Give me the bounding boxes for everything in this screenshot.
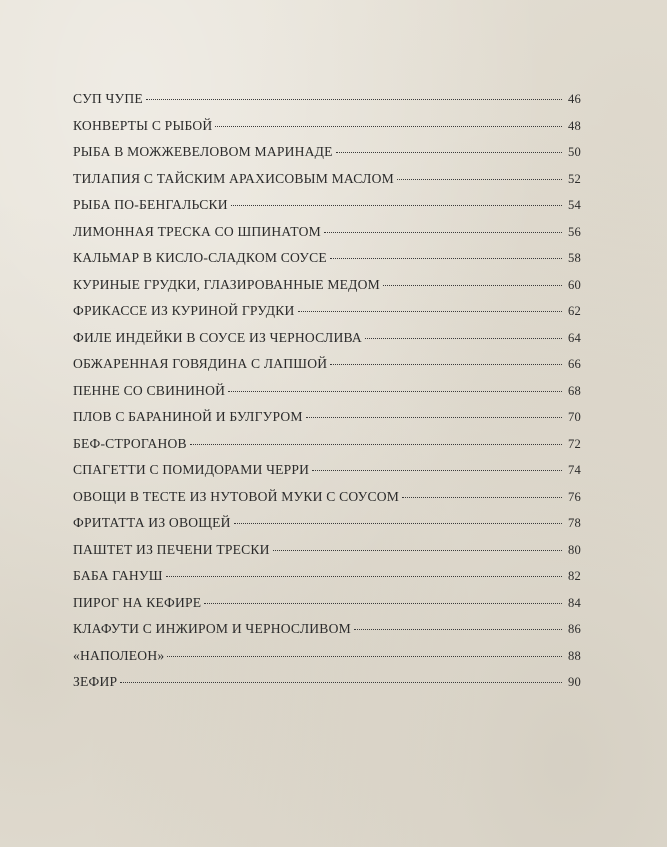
toc-entry[interactable] — [73, 457, 581, 484]
toc-entry[interactable] — [73, 590, 581, 617]
toc-entry-page: 90 — [568, 675, 581, 689]
toc-entry-title: РЫБА В МОЖЖЕВЕЛОВОМ МАРИНАДЕ — [73, 144, 333, 159]
dot-leader — [383, 284, 562, 286]
toc-entry-page: 78 — [568, 516, 581, 530]
toc-entry-title: КУРИНЫЕ ГРУДКИ, ГЛАЗИРОВАННЫЕ МЕДОМ — [73, 276, 380, 292]
dot-leader — [215, 125, 562, 127]
dot-leader — [324, 231, 562, 233]
toc-entry[interactable] — [73, 616, 581, 643]
toc-entry-title: ФИЛЕ ИНДЕЙКИ В СОУСЕ ИЗ ЧЕРНОСЛИВА — [73, 329, 362, 345]
toc-entry[interactable] — [73, 431, 581, 458]
dot-leader — [306, 416, 562, 418]
toc-entry-title: ЛИМОННАЯ ТРЕСКА СО ШПИНАТОМ — [73, 223, 321, 239]
toc-entry[interactable] — [73, 563, 581, 590]
toc-entry-page: 46 — [568, 92, 581, 106]
dot-leader — [120, 681, 562, 683]
toc-entry[interactable] — [73, 298, 581, 325]
dot-leader — [365, 337, 562, 339]
dot-leader — [234, 522, 562, 524]
dot-leader — [298, 310, 562, 312]
toc-entry-page: 64 — [568, 330, 581, 345]
toc-entry-title: СПАГЕТТИ С ПОМИДОРАМИ ЧЕРРИ — [73, 462, 310, 477]
toc-entry[interactable] — [73, 139, 581, 166]
toc-entry-page: 84 — [568, 595, 581, 610]
toc-entry[interactable] — [73, 351, 581, 378]
dot-leader — [397, 178, 562, 180]
toc-entry-page: 50 — [568, 145, 581, 159]
toc-entry-title: ФРИКАССЕ ИЗ КУРИНОЙ ГРУДКИ — [73, 303, 295, 318]
toc-entry-title: ФРИТАТТА ИЗ ОВОЩЕЙ — [73, 515, 231, 530]
toc-entry-title: КЛАФУТИ С ИНЖИРОМ И ЧЕРНОСЛИВОМ — [73, 621, 351, 636]
toc-entry[interactable] — [73, 325, 581, 352]
dot-leader — [204, 602, 562, 604]
dot-leader — [330, 257, 562, 259]
toc-entry-title: ОБЖАРЕННАЯ ГОВЯДИНА С ЛАПШОЙ — [73, 356, 328, 371]
toc-entry-page: 74 — [568, 463, 581, 477]
toc-entry-title: БАБА ГАНУШ — [73, 568, 163, 583]
toc-entry-title: ПЕННЕ СО СВИНИНОЙ — [73, 382, 226, 398]
toc-entry[interactable] — [73, 192, 581, 219]
toc-entry-page: 56 — [568, 224, 581, 239]
toc-entry-page: 66 — [568, 357, 581, 371]
toc-entry[interactable] — [73, 113, 581, 140]
dot-leader — [190, 443, 562, 445]
dot-leader — [312, 469, 562, 471]
toc-entry-title: ПАШТЕТ ИЗ ПЕЧЕНИ ТРЕСКИ — [73, 541, 270, 557]
toc-entry-page: 80 — [568, 542, 581, 557]
dot-leader — [166, 575, 562, 577]
toc-entry[interactable] — [73, 86, 581, 113]
toc-entry-title: БЕФ-СТРОГАНОВ — [73, 435, 187, 451]
dot-leader — [167, 655, 562, 657]
toc-entry-page: 82 — [568, 569, 581, 583]
toc-entry-page: 48 — [568, 118, 581, 133]
dot-leader — [146, 98, 562, 100]
toc-entry[interactable] — [73, 378, 581, 405]
toc-entry[interactable] — [73, 166, 581, 193]
toc-entry-page: 76 — [568, 489, 581, 504]
dot-leader — [228, 390, 562, 392]
dot-leader — [336, 151, 562, 153]
toc-entry-page: 72 — [568, 436, 581, 451]
toc-entry[interactable] — [73, 272, 581, 299]
toc-entry-title: ПИРОГ НА КЕФИРЕ — [73, 594, 202, 610]
toc-entry-title: «НАПОЛЕОН» — [73, 647, 165, 663]
toc-entry-page: 70 — [568, 410, 581, 424]
toc-entry-title: ПЛОВ С БАРАНИНОЙ И БУЛГУРОМ — [73, 409, 303, 424]
toc-entry-title: КАЛЬМАР В КИСЛО-СЛАДКОМ СОУСЕ — [73, 250, 327, 265]
toc-entry-page: 62 — [568, 304, 581, 318]
toc-entry[interactable] — [73, 245, 581, 272]
toc-entry-title: КОНВЕРТЫ С РЫБОЙ — [73, 117, 213, 133]
toc-entry-title: ЗЕФИР — [73, 674, 118, 689]
dot-leader — [402, 496, 562, 498]
dot-leader — [231, 204, 562, 206]
toc-entry[interactable] — [73, 484, 581, 511]
dot-leader — [330, 363, 562, 365]
dot-leader — [354, 628, 562, 630]
toc-entry-page: 54 — [568, 198, 581, 212]
table-of-contents — [73, 86, 581, 696]
toc-entry-page: 60 — [568, 277, 581, 292]
dot-leader — [273, 549, 562, 551]
toc-entry-title: РЫБА ПО-БЕНГАЛЬСКИ — [73, 197, 228, 212]
toc-entry[interactable] — [73, 404, 581, 431]
toc-entry[interactable] — [73, 219, 581, 246]
toc-entry-page: 68 — [568, 383, 581, 398]
toc-entry[interactable] — [73, 537, 581, 564]
toc-entry-page: 88 — [568, 648, 581, 663]
toc-entry[interactable] — [73, 669, 581, 696]
toc-entry-page: 52 — [568, 171, 581, 186]
toc-entry[interactable] — [73, 643, 581, 670]
toc-entry-title: ТИЛАПИЯ С ТАЙСКИМ АРАХИСОВЫМ МАСЛОМ — [73, 170, 394, 186]
toc-entry-page: 58 — [568, 251, 581, 265]
toc-entry[interactable] — [73, 510, 581, 537]
toc-entry-title: СУП ЧУПЕ — [73, 91, 143, 106]
toc-entry-page: 86 — [568, 622, 581, 636]
toc-entry-title: ОВОЩИ В ТЕСТЕ ИЗ НУТОВОЙ МУКИ С СОУСОМ — [73, 488, 400, 504]
